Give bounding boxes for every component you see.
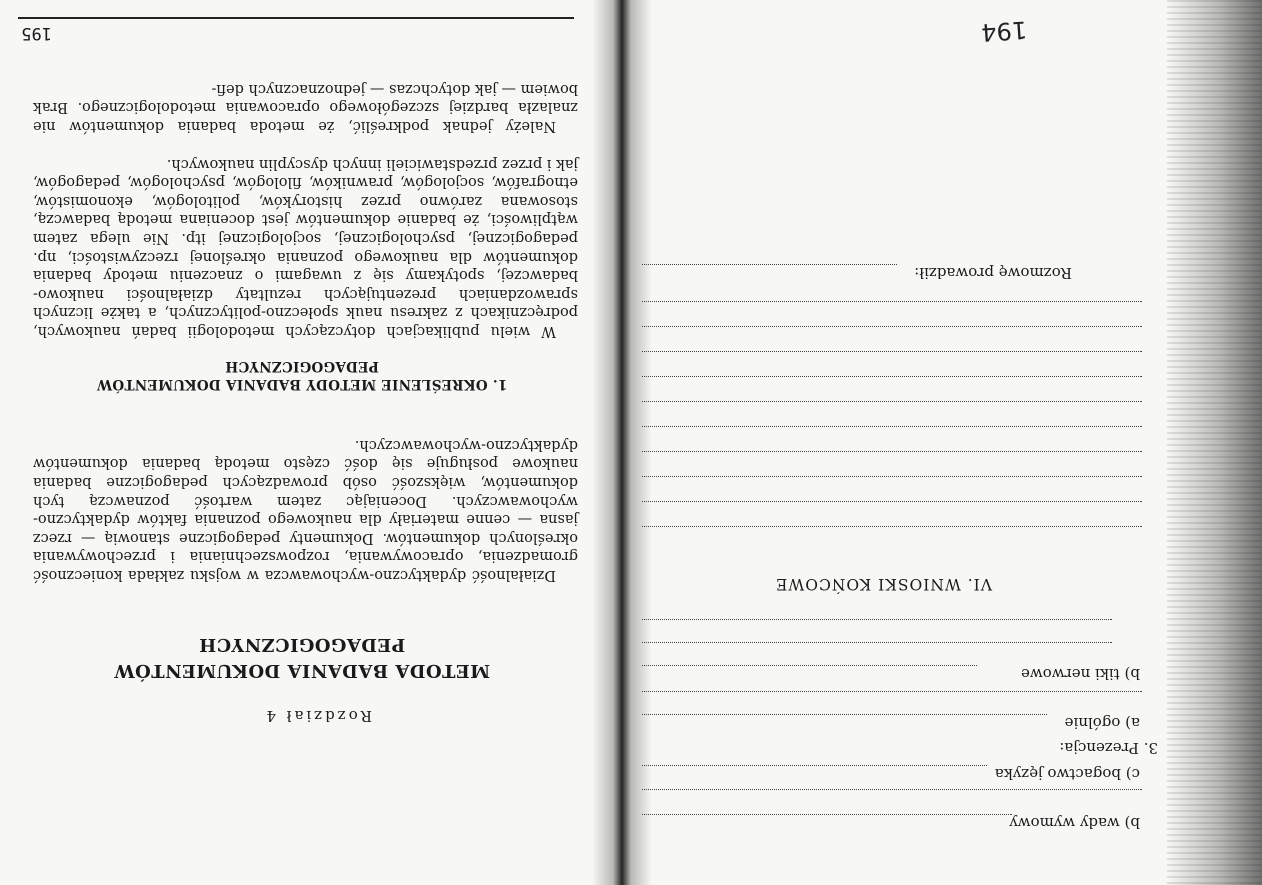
- fill-line: [642, 526, 1142, 527]
- fill-line: [642, 665, 977, 666]
- fill-line: [642, 789, 1142, 790]
- section-heading: [42, 357, 562, 393]
- fill-line: [642, 376, 1142, 377]
- chapter-title-line: PEDAGOGICZNYCH: [198, 634, 406, 655]
- fill-line: [642, 691, 1142, 692]
- fill-line: [642, 814, 1012, 815]
- fill-line: [642, 326, 1142, 327]
- signature-line: [642, 264, 897, 265]
- chapter-title-line: METODA BADANIA DOKUMENTÓW: [113, 660, 491, 681]
- fill-line: [642, 714, 1047, 715]
- body-paragraph: [33, 154, 578, 340]
- fill-line: [642, 501, 1142, 502]
- page-number: 194: [980, 15, 1028, 47]
- page-195: [0, 0, 622, 885]
- form-item-general: a) ogólnie: [1064, 714, 1140, 732]
- fill-line: [642, 476, 1142, 477]
- interviewer-label: Rozmowę prowadził:: [914, 264, 1072, 282]
- paragraph: Należy jednak podkreślić, że metoda badania dokumentów nie znalazła bardziej szczegółowego opracowania metodologicznego. Brak bowiem — jak dotychczas — jednoznacznych defi-: [33, 80, 578, 134]
- body-paragraph: [33, 79, 578, 135]
- paragraph: Działalność dydaktyczno-wychowawcza w wojsku zakłada konieczność gromadzenia, opracowywania, rozpowszechniania i przechowywania określonych dokumentów. Dokumenty pedagogiczne stanowią — rzecz jasna — cenne materiały dla naukowego poznania faktów dydaktyczno-wychowawczych. Doceniając zatem wartość poznawczą tych dokumentów, większość osób prowadzących pedagogiczne badania naukowe posługuje się dość często metodą badania dokumentów dydaktyczno-wychowawczych.: [33, 436, 578, 583]
- chapter-label: Rozdział 4: [263, 707, 372, 725]
- form-item-presence: 3. Prezencja:: [1059, 739, 1158, 757]
- section-heading-line: PEDAGOGICZNYCH: [225, 358, 379, 374]
- chapter-title: [42, 631, 562, 683]
- form-item-nervous-tics: b) tiki nerwowe: [1021, 665, 1140, 683]
- fill-line: [642, 301, 1142, 302]
- section-heading-line: 1. OKREŚLENIE METODY BADANIA DOKUMENTÓW: [96, 376, 508, 392]
- form-item-language-richness: c) bogactwo języka: [994, 765, 1140, 783]
- fill-line: [642, 426, 1142, 427]
- paragraph: W wielu publikacjach dotyczących metodologii badań naukowych, podręcznikach z zakresu nauk społeczno-politycznych, a także licznych sprawozdaniach prezentujących rezultaty działalności naukowo-badawczej, spotykamy się z uwagami o znaczeniu metody badania dokumentów dla naukowego poznania określonej rzeczywistości, np. pedagogicznej, psychologicznej, socjologicznej itp. Nie ulega zatem wątpliwości, że badanie dokumentów jest doceniana metodą badawczą, stosowana zarówno przez historyków, politologów, ekonomistów, etnografów, socjologów, prawników, filologów, psychologów, pedagogów, jak i przez przedstawicieli innych dyscyplin naukowych.: [33, 155, 578, 339]
- fill-line: [642, 451, 1142, 452]
- form-item-speech-defects: b) wady wymowy: [1009, 814, 1140, 832]
- intro-paragraph: [33, 435, 578, 584]
- fill-line: [642, 401, 1142, 402]
- fill-line: [642, 765, 987, 766]
- fill-line: [642, 351, 1142, 352]
- page-number: 195: [21, 23, 52, 43]
- page-194: [622, 0, 1262, 885]
- fill-line: [642, 642, 1112, 643]
- fill-line: [642, 619, 1112, 620]
- section-title: VI. WNIOSKI KOŃCOWE: [775, 575, 992, 593]
